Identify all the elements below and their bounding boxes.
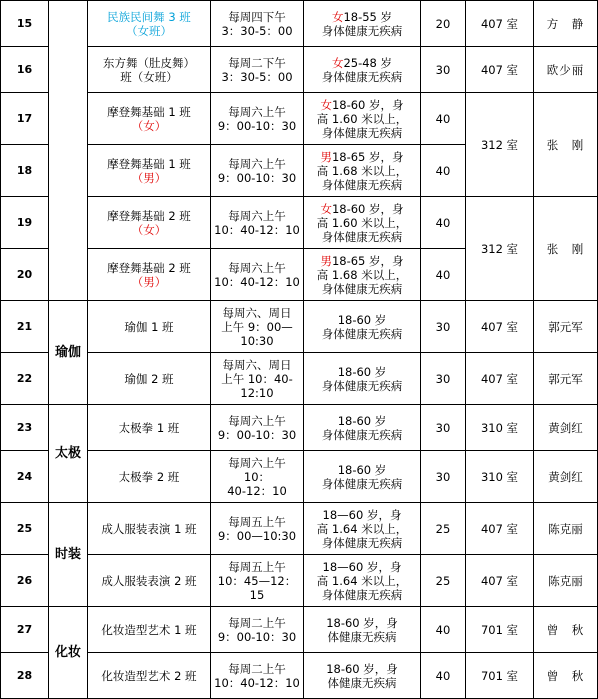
room-cell: 310 室 xyxy=(466,405,534,451)
requirement-cell: 18-60 岁，身 体健康无疾病 xyxy=(304,607,421,653)
capacity-cell: 40 xyxy=(421,145,466,197)
class-name-cell: 摩登舞基础 1 班 （女） xyxy=(88,93,211,145)
class-name-cell: 民族民间舞 3 班 （女班） xyxy=(88,1,211,47)
class-name-cell: 摩登舞基础 1 班 （男） xyxy=(88,145,211,197)
capacity-cell: 40 xyxy=(421,607,466,653)
teacher-cell: 欧少丽 xyxy=(534,47,598,93)
capacity-cell: 30 xyxy=(421,451,466,503)
teacher-cell: 曾 秋 xyxy=(534,607,598,653)
room-cell: 701 室 xyxy=(466,607,534,653)
time-cell: 每周六上午 10： 40-12：10 xyxy=(211,451,304,503)
requirement-cell: 18-60 岁 身体健康无疾病 xyxy=(304,451,421,503)
time-cell: 每周五上午 10：45—12：15 xyxy=(211,555,304,607)
table-row xyxy=(1,47,598,93)
time-cell: 每周六上午 9：00-10：30 xyxy=(211,405,304,451)
room-cell: 312 室 xyxy=(466,197,534,301)
table-row xyxy=(1,301,598,353)
class-name-cell: 摩登舞基础 2 班 （男） xyxy=(88,249,211,301)
room-cell: 407 室 xyxy=(466,47,534,93)
category-taiji: 太极 xyxy=(49,405,88,503)
capacity-cell: 30 xyxy=(421,301,466,353)
row-number: 25 xyxy=(1,503,49,555)
class-name-cell: 瑜伽 1 班 xyxy=(88,301,211,353)
row-number: 18 xyxy=(1,145,49,197)
time-cell: 每周二上午 9：00-10：30 xyxy=(211,607,304,653)
category-cell-blank xyxy=(49,1,88,301)
room-cell: 310 室 xyxy=(466,451,534,503)
row-number: 21 xyxy=(1,301,49,353)
time-cell: 每周二下午 3：30-5：00 xyxy=(211,47,304,93)
capacity-cell: 20 xyxy=(421,1,466,47)
table-row xyxy=(1,653,598,699)
category-yoga: 瑜伽 xyxy=(49,301,88,405)
category-fashion: 时装 xyxy=(49,503,88,607)
teacher-cell: 黄剑红 xyxy=(534,451,598,503)
room-cell: 407 室 xyxy=(466,503,534,555)
row-number: 27 xyxy=(1,607,49,653)
requirement-cell: 18-60 岁，身 体健康无疾病 xyxy=(304,653,421,699)
class-name-cell: 摩登舞基础 2 班 （女） xyxy=(88,197,211,249)
table-row xyxy=(1,503,598,555)
teacher-cell: 陈克丽 xyxy=(534,503,598,555)
capacity-cell: 40 xyxy=(421,249,466,301)
row-number: 19 xyxy=(1,197,49,249)
teacher-cell: 张 刚 xyxy=(534,93,598,197)
table-row xyxy=(1,93,598,145)
row-number: 17 xyxy=(1,93,49,145)
table-row xyxy=(1,197,598,249)
table-row xyxy=(1,1,598,47)
row-number: 23 xyxy=(1,405,49,451)
room-cell: 407 室 xyxy=(466,353,534,405)
requirement-cell: 18—60 岁，身 高 1.64 米以上， 身体健康无疾病 xyxy=(304,503,421,555)
capacity-cell: 25 xyxy=(421,503,466,555)
requirement-cell: 18—60 岁，身 高 1.64 米以上， 身体健康无疾病 xyxy=(304,555,421,607)
teacher-cell: 曾 秋 xyxy=(534,653,598,699)
row-number: 16 xyxy=(1,47,49,93)
time-cell: 每周六上午 10：40-12：10 xyxy=(211,249,304,301)
room-cell: 701 室 xyxy=(466,653,534,699)
capacity-cell: 40 xyxy=(421,93,466,145)
class-name-cell: 成人服装表演 1 班 xyxy=(88,503,211,555)
time-cell: 每周二上午 10：40-12：10 xyxy=(211,653,304,699)
time-cell: 每周六上午 9：00-10：30 xyxy=(211,93,304,145)
row-number: 22 xyxy=(1,353,49,405)
capacity-cell: 25 xyxy=(421,555,466,607)
table-row xyxy=(1,451,598,503)
table-row xyxy=(1,353,598,405)
capacity-cell: 30 xyxy=(421,405,466,451)
row-number: 26 xyxy=(1,555,49,607)
requirement-cell: 女18-60 岁，身 高 1.60 米以上， 身体健康无疾病 xyxy=(304,197,421,249)
time-cell: 每周六、周日 上午 9：00— 10:30 xyxy=(211,301,304,353)
teacher-cell: 郭元军 xyxy=(534,301,598,353)
teacher-cell: 张 刚 xyxy=(534,197,598,301)
time-cell: 每周五上午 9：00—10:30 xyxy=(211,503,304,555)
time-cell: 每周四下午 3：30-5：00 xyxy=(211,1,304,47)
requirement-cell: 18-60 岁 身体健康无疾病 xyxy=(304,405,421,451)
row-number: 20 xyxy=(1,249,49,301)
requirement-cell: 18-60 岁 身体健康无疾病 xyxy=(304,353,421,405)
requirement-cell: 18-60 岁 身体健康无疾病 xyxy=(304,301,421,353)
teacher-cell: 郭元军 xyxy=(534,353,598,405)
capacity-cell: 30 xyxy=(421,353,466,405)
row-number: 28 xyxy=(1,653,49,699)
class-name-cell: 太极拳 1 班 xyxy=(88,405,211,451)
table-row xyxy=(1,607,598,653)
class-name-cell: 化妆造型艺术 1 班 xyxy=(88,607,211,653)
category-makeup: 化妆 xyxy=(49,607,88,699)
requirement-cell: 女25-48 岁 身体健康无疾病 xyxy=(304,47,421,93)
time-cell: 每周六上午 9：00-10：30 xyxy=(211,145,304,197)
room-cell: 312 室 xyxy=(466,93,534,197)
time-cell: 每周六、周日 上午 10：40- 12:10 xyxy=(211,353,304,405)
class-name-cell: 成人服装表演 2 班 xyxy=(88,555,211,607)
teacher-cell: 陈克丽 xyxy=(534,555,598,607)
capacity-cell: 30 xyxy=(421,47,466,93)
class-name-cell: 化妆造型艺术 2 班 xyxy=(88,653,211,699)
room-cell: 407 室 xyxy=(466,301,534,353)
room-cell: 407 室 xyxy=(466,1,534,47)
class-name-cell: 太极拳 2 班 xyxy=(88,451,211,503)
room-cell: 407 室 xyxy=(466,555,534,607)
row-number: 15 xyxy=(1,1,49,47)
teacher-cell: 方 静 xyxy=(534,1,598,47)
class-name-cell: 瑜伽 2 班 xyxy=(88,353,211,405)
capacity-cell: 40 xyxy=(421,197,466,249)
class-name-cell: 东方舞（肚皮舞） 班（女班） xyxy=(88,47,211,93)
time-cell: 每周六上午 10：40-12：10 xyxy=(211,197,304,249)
teacher-cell: 黄剑红 xyxy=(534,405,598,451)
requirement-cell: 男18-65 岁，身 高 1.68 米以上， 身体健康无疾病 xyxy=(304,145,421,197)
row-number: 24 xyxy=(1,451,49,503)
table-row xyxy=(1,405,598,451)
requirement-cell: 女18-60 岁，身 高 1.60 米以上， 身体健康无疾病 xyxy=(304,93,421,145)
table-row xyxy=(1,555,598,607)
capacity-cell: 40 xyxy=(421,653,466,699)
requirement-cell: 女18-55 岁 身体健康无疾病 xyxy=(304,1,421,47)
requirement-cell: 男18-65 岁，身 高 1.68 米以上， 身体健康无疾病 xyxy=(304,249,421,301)
